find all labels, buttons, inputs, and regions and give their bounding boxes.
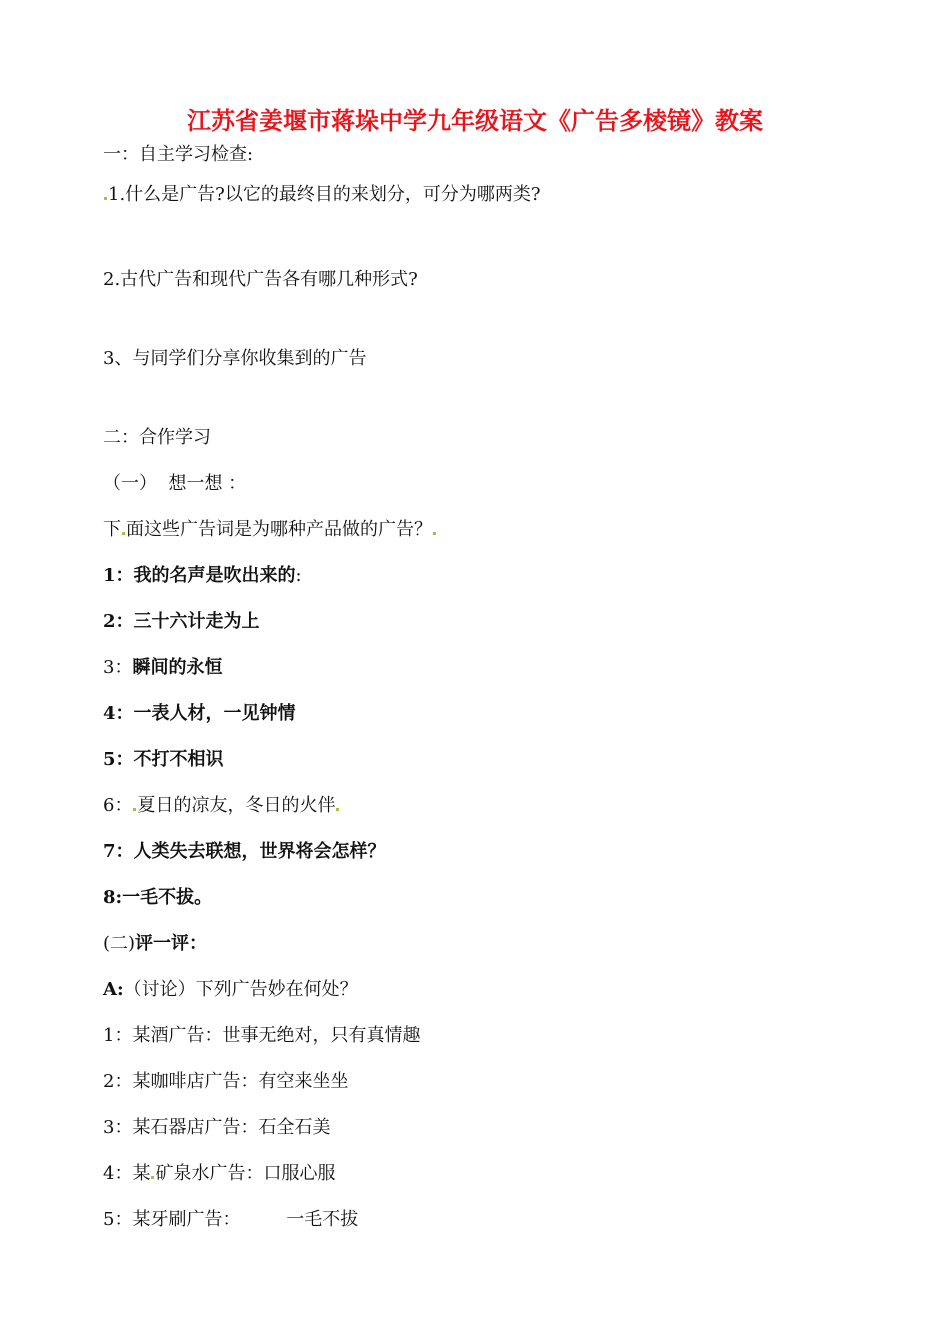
ad-1: 1：某酒广告：世事无绝对，只有真情趣 (103, 1025, 421, 1046)
slogan-4: 4：一表人材，一见钟情 (103, 703, 296, 724)
marker-dot (433, 532, 436, 535)
slogan-3: 3：瞬间的永恒 (103, 657, 223, 678)
discussion-prompt: A:（讨论）下列广告妙在何处？ (103, 979, 358, 1000)
slogan-1: 1：我的名声是吹出来的: (103, 565, 302, 586)
slogan-5: 5：不打不相识 (103, 749, 224, 770)
ad-3: 3：某石器店广告：石全石美 (103, 1117, 331, 1138)
slogan-8: 8:一毛不拔。 (103, 887, 213, 908)
slogan-2: 2：三十六计走为上 (103, 611, 260, 632)
marker-dot (151, 1176, 154, 1179)
marker-dot (133, 808, 136, 811)
marker-dot (122, 532, 125, 535)
document-title: 江苏省姜堰市蒋垛中学九年级语文《广告多棱镜》教案 (187, 106, 763, 135)
slogan-6: 6： 夏日的凉友，冬日的火伴 (103, 794, 340, 818)
subsection-1-heading: （一） 想一想 ： (103, 473, 247, 494)
ad-2: 2：某咖啡店广告：有空来坐坐 (103, 1071, 349, 1092)
subsection-2-heading: (二)评一评： (103, 933, 208, 954)
ad-4: 4：某 矿泉水广告：口服心服 (103, 1163, 336, 1184)
slogan-7: 7：人类失去联想，世界将会怎样？ (103, 841, 386, 862)
ad-5: 5：某牙刷广告： 一毛不拔 (103, 1209, 359, 1230)
slogans-intro: 下 面这些广告词是为哪种产品做的广告？ (103, 518, 437, 542)
marker-dot (336, 808, 339, 811)
question-3: 3、与同学们分享你收集到的广告 (103, 348, 367, 369)
section1-heading: 一：自主学习检查: (103, 144, 254, 165)
section2-heading: 二：合作学习 (103, 427, 211, 448)
question-2: 2.古代广告和现代广告各有哪几种形式? (103, 269, 418, 290)
question-1: 1.什么是广告?以它的最终目的来划分，可分为哪两类? (103, 183, 540, 207)
marker-dot (104, 197, 107, 200)
